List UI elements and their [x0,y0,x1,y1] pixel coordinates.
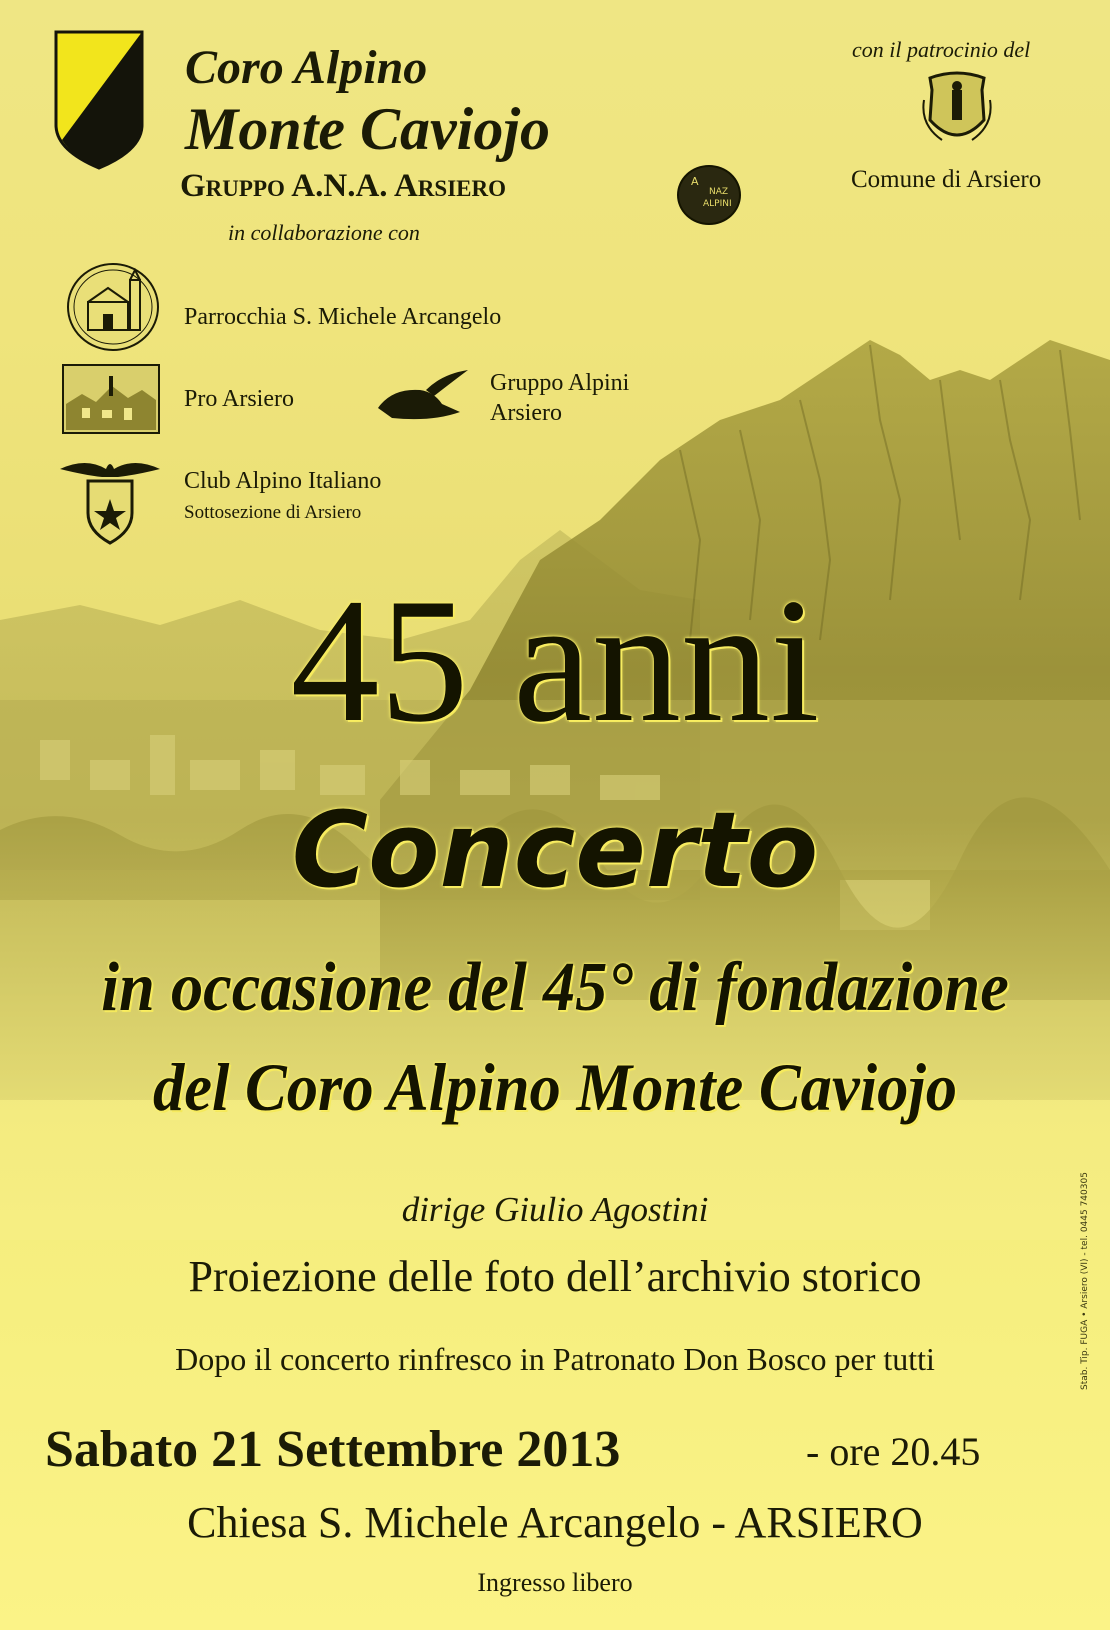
photo-projection: Proiezione delle foto dell’archivio storico [188,1252,922,1301]
headline-choir: del Coro Alpino Monte Caviojo [152,1049,958,1125]
director: dirige Giulio Agostini [401,1190,709,1229]
partner-parish: Parrocchia S. Michele Arcangelo [184,304,502,330]
headline-years: 45 anni [290,561,820,759]
partner-cai-line2: Sottosezione di Arsiero [184,502,362,523]
headline-concert: Concerto [291,789,819,911]
event-time: - ore 20.45 [806,1429,981,1474]
collaboration-label: in collaborazione con [228,220,420,245]
refreshment-note: Dopo il concerto rinfresco in Patronato Don Bosco per tutti [175,1341,935,1377]
free-entry: Ingresso libero [477,1568,633,1597]
partner-pro: Pro Arsiero [184,386,294,412]
patronage-entity: Comune di Arsiero [851,166,1042,193]
patronage-label: con il patrocinio del [852,37,1031,62]
partner-alpini-line2: Arsiero [490,400,562,426]
alpini-hat-icon [372,368,472,424]
parish-church-icon [66,262,160,352]
ana-badge-icon: A NAZ ALPINI [677,165,741,225]
choir-shield-logo [54,30,144,170]
town-view-icon [62,364,160,434]
partner-alpini-line1: Gruppo Alpini [490,370,630,396]
choir-name-line1: Coro Alpino [185,41,428,94]
choir-name-line2: Monte Caviojo [185,96,551,162]
headline-occasion: in occasione del 45° di fondazione [101,949,1009,1026]
group-name: Gruppo A.N.A. Arsiero [180,168,507,204]
cai-eagle-badge-icon [56,455,164,545]
printer-note: Stab. Tip. FUGA • Arsiero (VI) - tel. 0445 740305 [1080,1172,1090,1390]
event-date: Sabato 21 Settembre 2013 [45,1421,621,1478]
partner-cai-line1: Club Alpino Italiano [184,468,382,494]
coat-of-arms-icon [922,70,992,150]
event-venue: Chiesa S. Michele Arcangelo - ARSIERO [187,1498,923,1547]
